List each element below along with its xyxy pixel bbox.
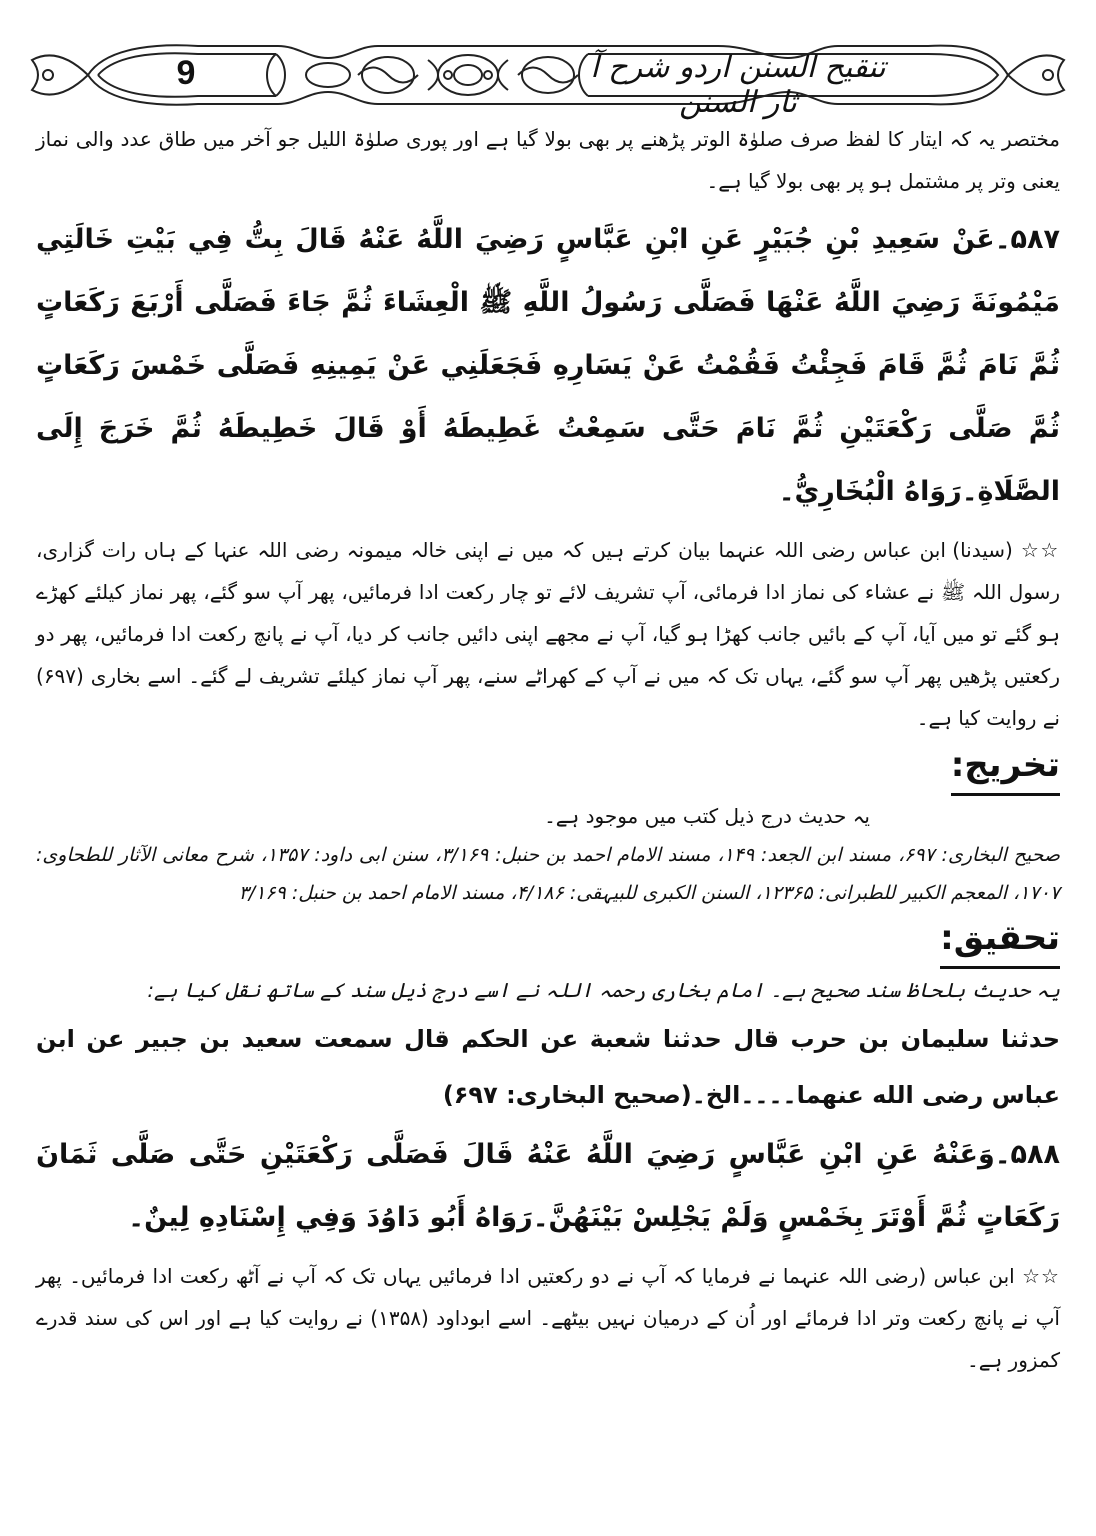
tahqeeq-intro: یہ حدیث بلحاظ سند صحیح ہے۔ امام بخاری رحمہ اللہ نے اسے درج ذیل سند کے ساتھ نقل کیا ہے:	[147, 978, 1060, 1002]
book-title: تنقیح السنن اردو شرح آ ثار السنن	[590, 50, 886, 120]
page-body	[36, 118, 1060, 1381]
hadith-588-translation-text: ابن عباس (رضی اللہ عنہما نے فرمایا کہ آپ نے دو رکعتیں ادا فرمائیں یہاں تک کہ آپ نے آٹھ رکعت ادا فرمائیں۔ پھر آپ نے پانچ رکعت وتر ادا فرمائے اور اُن کے درمیان نہیں بیٹھے۔ اسے ابوداود (۱۳۵۸) نے روایت کیا ہے اور اس کی سند قدرے کمزور ہے۔	[36, 1264, 1060, 1372]
hadith-587-arabic: ۵۸۷۔عَنْ سَعِيدِ بْنِ جُبَيْرٍ عَنِ ابْنِ عَبَّاسٍ رَضِيَ اللَّهُ عَنْهُ قَالَ بِتُّ فِي بَيْتِ خَالَتِي مَيْمُونَةَ رَضِيَ اللَّهُ عَنْهَا فَصَلَّى رَسُولُ اللَّهِ ﷺ الْعِشَاءَ ثُمَّ جَاءَ فَصَلَّى أَرْبَعَ رَكَعَاتٍ ثُمَّ نَامَ ثُمَّ قَامَ فَجِئْتُ فَقُمْتُ عَنْ يَسَارِهِ فَجَعَلَنِي عَنْ يَمِينِهِ فَصَلَّى خَمْسَ رَكَعَاتٍ ثُمَّ صَلَّى رَكْعَتَيْنِ ثُمَّ نَامَ حَتَّى سَمِعْتُ غَطِيطَهُ أَوْ قَالَ خَطِيطَهُ ثُمَّ خَرَجَ إِلَى الصَّلَاةِ۔رَوَاهُ الْبُخَارِيُّ۔	[36, 224, 1060, 507]
hadith-587-translation	[36, 529, 1060, 739]
takhreej-references: صحیح البخاری: ۶۹۷، مسند ابن الجعد: ۱۴۹، مسند الامام احمد بن حنبل: ۳/۱۶۹، سنن ابی داود: ۱۳۵۷، شرح معانی الآثار للطحاوی: ۱۷۰۷، المعجم الکبیر للطبرانی: ۱۲۳۶۵، السنن الکبری للبیہقی: ۴/۱۸۶، مسند الامام احمد بن حنبل: ۳/۱۶۹	[36, 844, 1061, 904]
hadith-588-translation	[36, 1255, 1060, 1381]
page-header	[28, 38, 1068, 120]
hadith-587-translation-text: (سیدنا) ابن عباس رضی اللہ عنہما بیان کرتے ہیں کہ میں نے اپنی خالہ میمونہ رضی اللہ عنہا کے ہاں رات گزاری، رسول اللہ ﷺ نے عشاء کی نماز ادا فرمائی، آپ تشریف لائے تو چار رکعت ادا فرمائیں، پھر آپ سو گئے، پھر نماز کیلئے کھڑے ہو گئے تو میں آیا، آپ کے بائیں جانب کھڑا ہو گیا، آپ نے مجھے اپنی دائیں جانب کر دیا، آپ نے پانچ رکعت ادا فرمائیں، پھر دو رکعتیں پڑھیں پھر آپ سو گئے، یہاں تک کہ میں نے آپ کے کھراٹے سنے، پھر آپ نماز کیلئے تشریف لے گئے۔ اسے بخاری (۶۹۷) نے روایت کیا ہے۔	[36, 538, 1060, 730]
star-icon: ☆☆	[1020, 538, 1060, 562]
takhreej-heading: تخریج:	[36, 739, 1060, 796]
hadith-588-arabic: ۵۸۸۔وَعَنْهُ عَنِ ابْنِ عَبَّاسٍ رَضِيَ اللَّهُ عَنْهُ قَالَ فَصَلَّى رَكْعَتَيْنِ حَتَّى صَلَّى ثَمَانَ رَكَعَاتٍ ثُمَّ أَوْتَرَ بِخَمْسٍ وَلَمْ يَجْلِسْ بَيْنَهُنَّ۔رَوَاهُ أَبُو دَاوُدَ وَفِي إِسْنَادِهِ لِينٌ۔	[36, 1139, 1060, 1233]
takhreej-intro: یہ حدیث درج ذیل کتب میں موجود ہے۔	[544, 804, 870, 828]
intro-paragraph: مختصر یہ کہ ایتار کا لفظ صرف صلوٰۃ الوتر پڑھنے پر بھی بولا گیا ہے اور پوری صلوٰۃ اللیل جو آخر میں طاق عدد والی نماز یعنی وتر پر مشتمل ہو پر بھی بولا گیا ہے۔	[36, 127, 1060, 193]
star-icon: ☆☆	[1022, 1264, 1061, 1288]
isnad-text: حدثنا سليمان بن حرب قال حدثنا شعبة عن الحكم قال سمعت سعيد بن جبير عن ابن عباس رضى الله عنهما۔۔۔۔الخ۔(صحيح البخارى: ۶۹۷)	[36, 1025, 1060, 1109]
tahqeeq-heading: تحقیق:	[36, 912, 1060, 969]
page-number: 9	[176, 54, 196, 92]
